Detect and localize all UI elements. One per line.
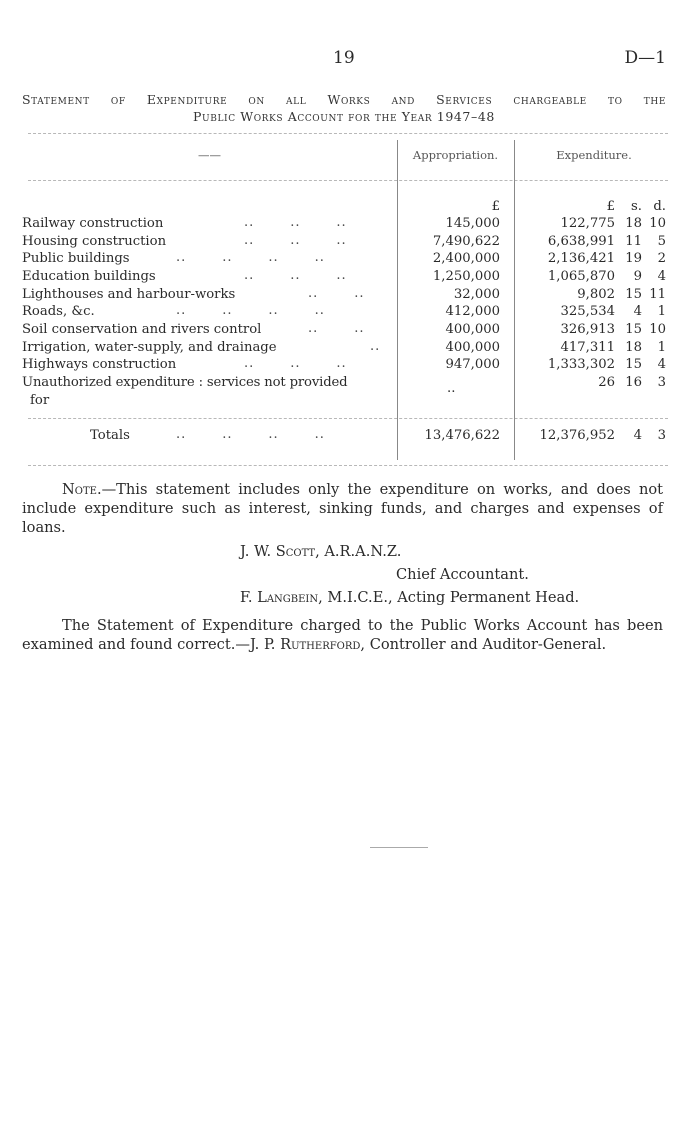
expenditure-shillings-cell: 16 <box>625 375 642 390</box>
appropriation-cell: 400,000 <box>445 340 500 355</box>
end-rule <box>370 847 428 848</box>
column-divider-2 <box>514 140 515 460</box>
totals-expenditure-pence: 3 <box>657 428 666 443</box>
expenditure-shillings-cell: 15 <box>625 357 642 372</box>
expenditure-pence-cell: 1 <box>657 304 666 319</box>
row-label: Railway construction <box>22 216 164 231</box>
signature-1-name: J. W. Scott <box>240 543 316 560</box>
row-label: Soil conservation and rivers control <box>22 322 262 337</box>
row-label: Education buildings <box>22 269 156 284</box>
table-header-rule <box>28 180 668 181</box>
totals-expenditure-pounds: 12,376,952 <box>539 428 615 443</box>
leader-dots: .. .. .. <box>244 268 347 283</box>
expenditure-pounds-cell: 417,311 <box>560 340 615 355</box>
leader-dots: .. .. .. .. <box>176 250 325 265</box>
row-label: Housing construction <box>22 234 167 249</box>
expenditure-pounds-cell: 26 <box>598 375 615 390</box>
totals-top-rule <box>28 418 668 419</box>
table-bottom-rule <box>28 465 668 466</box>
leader-dots: .. .. .. <box>244 215 347 230</box>
expenditure-pounds-cell: 2,136,421 <box>547 251 615 266</box>
shillings-unit: s. <box>631 199 642 214</box>
appropriation-cell: 1,250,000 <box>432 269 500 284</box>
expenditure-pounds-cell: 1,065,870 <box>547 269 615 284</box>
row-label-continuation: for <box>30 393 50 408</box>
expenditure-shillings-cell: 19 <box>625 251 642 266</box>
expenditure-shillings-cell: 15 <box>625 287 642 302</box>
note-paragraph <box>22 480 663 537</box>
appropriation-cell: 145,000 <box>445 216 500 231</box>
signature-2-name: F. Langbein <box>240 589 319 606</box>
row-label: Highways construction <box>22 357 177 372</box>
totals-label: Totals <box>90 428 130 443</box>
statement-title-line2: Public Works Account for the Year 1947–48 <box>193 109 495 124</box>
expenditure-column-header: Expenditure. <box>556 148 632 162</box>
row-label: Unauthorized expenditure : services not provided <box>22 375 348 390</box>
appropriation-unit: £ <box>491 199 500 214</box>
note-lead: Note. <box>62 481 102 498</box>
leader-dots: .. .. <box>308 321 365 336</box>
appropriation-cell: .. <box>447 381 456 396</box>
leader-dots: .. .. .. .. <box>176 303 325 318</box>
row-label: Lighthouses and harbour-works <box>22 287 236 302</box>
statement-title-line1: Statement of Expenditure on all Works and Services chargeable to the <box>22 92 666 107</box>
expenditure-pounds-cell: 325,534 <box>560 304 615 319</box>
expenditure-pounds-cell: 9,802 <box>577 287 615 302</box>
expenditure-pence-cell: 11 <box>649 287 666 302</box>
document-reference: D—1 <box>624 48 666 68</box>
expenditure-pence-cell: 3 <box>657 375 666 390</box>
leader-dots: .. .. .. <box>244 233 347 248</box>
row-label: Roads, &c. <box>22 304 95 319</box>
row-label: Irrigation, water-supply, and drainage <box>22 340 277 355</box>
expenditure-shillings-cell: 9 <box>633 269 642 284</box>
leader-dots: .. .. .. <box>244 356 347 371</box>
expenditure-pence-cell: 2 <box>657 251 666 266</box>
audit-suffix: , Controller and Auditor-General. <box>360 636 607 653</box>
signature-1 <box>240 542 401 561</box>
appropriation-column-header: Appropriation. <box>412 148 499 162</box>
note-text: —This statement includes only the expenditure on works, and does not include expenditure such as interest, sinking funds, and charges and expenses of loans. <box>22 481 663 536</box>
signature-1-suffix: , A.R.A.N.Z. <box>315 543 402 560</box>
expenditure-pence-cell: 10 <box>649 216 666 231</box>
table-top-rule <box>28 133 668 134</box>
page-number: 19 <box>333 48 355 68</box>
expenditure-shillings-cell: 18 <box>625 216 642 231</box>
pounds-unit: £ <box>606 199 615 214</box>
totals-expenditure-shillings: 4 <box>633 428 642 443</box>
totals-appropriation: 13,476,622 <box>424 428 500 443</box>
expenditure-pence-cell: 5 <box>657 234 666 249</box>
signature-1-title: Chief Accountant. <box>396 566 529 583</box>
row-label: Public buildings <box>22 251 130 266</box>
signature-2 <box>240 588 579 607</box>
audit-text: The Statement of Expenditure charged to the Public Works Account has been examined and found correct.—J. P. <box>22 617 663 653</box>
pence-unit: d. <box>653 199 666 214</box>
auditor-name: Rutherford <box>280 636 361 653</box>
expenditure-pounds-cell: 6,638,991 <box>547 234 615 249</box>
expenditure-shillings-cell: 11 <box>625 234 642 249</box>
appropriation-cell: 7,490,622 <box>432 234 500 249</box>
expenditure-pounds-cell: 1,333,302 <box>547 357 615 372</box>
expenditure-pence-cell: 4 <box>657 269 666 284</box>
expenditure-pence-cell: 10 <box>649 322 666 337</box>
leader-dots: .. <box>370 339 381 354</box>
expenditure-pounds-cell: 122,775 <box>560 216 615 231</box>
stub-column-header: —— <box>198 148 221 162</box>
expenditure-shillings-cell: 15 <box>625 322 642 337</box>
column-divider-1 <box>397 140 398 460</box>
appropriation-cell: 947,000 <box>445 357 500 372</box>
leader-dots: .. .. .. .. <box>176 427 325 442</box>
appropriation-cell: 400,000 <box>445 322 500 337</box>
appropriation-cell: 412,000 <box>445 304 500 319</box>
leader-dots: .. .. <box>308 286 365 301</box>
expenditure-pounds-cell: 326,913 <box>560 322 615 337</box>
signature-2-suffix: , M.I.C.E., Acting Permanent Head. <box>318 589 580 606</box>
appropriation-cell: 2,400,000 <box>432 251 500 266</box>
expenditure-pence-cell: 4 <box>657 357 666 372</box>
expenditure-shillings-cell: 4 <box>633 304 642 319</box>
expenditure-pence-cell: 1 <box>657 340 666 355</box>
audit-paragraph <box>22 616 663 654</box>
appropriation-cell: 32,000 <box>453 287 500 302</box>
expenditure-shillings-cell: 18 <box>625 340 642 355</box>
